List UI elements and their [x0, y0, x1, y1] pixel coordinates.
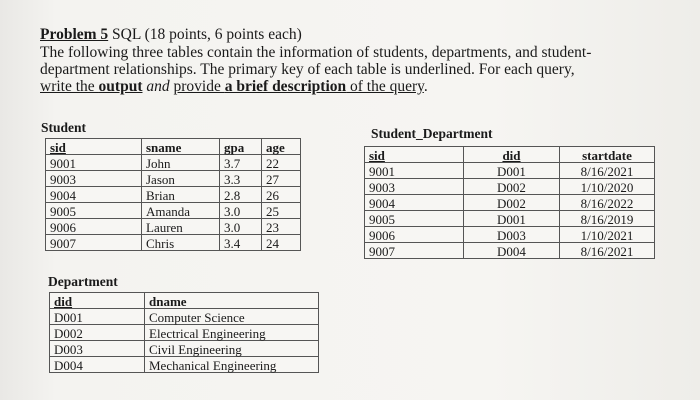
table-row — [365, 243, 655, 259]
intro-write: write the — [40, 78, 99, 95]
intro-line-1: The following three tables contain the information of students, departments, and student- — [40, 44, 592, 61]
header-cell: gpa — [220, 139, 262, 155]
table-cell: 9004 — [46, 187, 142, 203]
table-cell: 9006 — [46, 219, 142, 235]
table-row — [365, 163, 655, 179]
table-cell: 8/16/2019 — [560, 211, 655, 227]
student-table-label: Student — [41, 120, 87, 135]
table-row — [365, 211, 655, 227]
student-table — [45, 138, 301, 251]
table-cell: Amanda — [142, 203, 220, 219]
table-cell: 3.4 — [220, 235, 262, 251]
table-cell: 3.0 — [220, 219, 262, 235]
table-cell: 9005 — [365, 211, 464, 227]
problem-header — [40, 26, 680, 95]
table-header-row — [365, 147, 655, 163]
table-cell: Computer Science — [145, 309, 319, 325]
table-row — [46, 235, 301, 251]
department-table-label: Department — [48, 274, 118, 289]
table-cell: D001 — [464, 163, 560, 179]
table-row — [365, 195, 655, 211]
table-row — [50, 357, 319, 373]
table-cell: D002 — [464, 195, 560, 211]
table-cell: D004 — [464, 243, 560, 259]
header-cell: dname — [145, 293, 319, 309]
table-cell: D004 — [50, 357, 145, 373]
table-cell: D002 — [50, 325, 145, 341]
table-cell: Jason — [142, 171, 220, 187]
table-cell: 9006 — [365, 227, 464, 243]
header-cell: did — [50, 293, 145, 309]
table-cell: 8/16/2022 — [560, 195, 655, 211]
header-cell: did — [464, 147, 560, 163]
table-row — [50, 309, 319, 325]
table-cell: 2.8 — [220, 187, 262, 203]
table-cell: 26 — [262, 187, 301, 203]
table-cell: 23 — [262, 219, 301, 235]
table-cell: Brian — [142, 187, 220, 203]
table-row — [365, 179, 655, 195]
intro-and: and — [142, 78, 174, 95]
table-cell: 9004 — [365, 195, 464, 211]
table-row — [46, 203, 301, 219]
intro-output: output — [98, 78, 143, 95]
table-cell: 9005 — [46, 203, 142, 219]
table-cell: 1/10/2021 — [560, 227, 655, 243]
intro-provide: provide — [173, 78, 225, 95]
department-table — [49, 292, 319, 373]
problem-title — [40, 26, 680, 43]
problem-number: Problem 5 — [40, 26, 109, 43]
table-cell: D001 — [464, 211, 560, 227]
table-cell: D001 — [50, 309, 145, 325]
table-cell: Mechanical Engineering — [145, 357, 319, 373]
table-cell: 1/10/2020 — [560, 179, 655, 195]
table-cell: 3.0 — [220, 203, 262, 219]
table-cell: 3.7 — [220, 155, 262, 171]
intro-brief: a brief description — [224, 78, 347, 95]
table-row — [50, 341, 319, 357]
table-cell: 9001 — [365, 163, 464, 179]
table-cell: 25 — [262, 203, 301, 219]
table-cell: 27 — [262, 171, 301, 187]
table-cell: D003 — [464, 227, 560, 243]
header-cell: startdate — [560, 147, 655, 163]
table-row — [50, 325, 319, 341]
header-cell: age — [262, 139, 301, 155]
intro-ofthe: of the query — [346, 78, 424, 95]
table-cell: Lauren — [142, 219, 220, 235]
table-cell: Civil Engineering — [145, 341, 319, 357]
student-department-table-label: Student_Department — [371, 126, 493, 141]
table-cell: D002 — [464, 179, 560, 195]
table-cell: 9007 — [46, 235, 142, 251]
table-cell: John — [142, 155, 220, 171]
table-cell: 9007 — [365, 243, 464, 259]
table-header-row — [46, 139, 301, 155]
table-cell: 9001 — [46, 155, 142, 171]
problem-title-rest: SQL (18 points, 6 points each) — [108, 26, 302, 43]
intro-line-2: department relationships. The primary key of each table is underlined. For each query, — [40, 61, 575, 78]
table-cell: 24 — [262, 235, 301, 251]
header-cell: sid — [365, 147, 464, 163]
table-cell: Chris — [142, 235, 220, 251]
table-row — [46, 171, 301, 187]
table-row — [46, 219, 301, 235]
header-cell: sid — [46, 139, 142, 155]
table-cell: 9003 — [365, 179, 464, 195]
table-cell: 8/16/2021 — [560, 163, 655, 179]
table-cell: 9003 — [46, 171, 142, 187]
problem-intro — [40, 44, 680, 95]
table-cell: 8/16/2021 — [560, 243, 655, 259]
table-cell: Electrical Engineering — [145, 325, 319, 341]
table-cell: D003 — [50, 341, 145, 357]
table-row — [46, 155, 301, 171]
header-cell: sname — [142, 139, 220, 155]
table-row — [365, 227, 655, 243]
student-department-table — [364, 146, 655, 259]
table-header-row — [50, 293, 319, 309]
table-cell: 3.3 — [220, 171, 262, 187]
table-cell: 22 — [262, 155, 301, 171]
intro-end: . — [423, 78, 428, 95]
intro-line-3 — [40, 78, 680, 95]
table-row — [46, 187, 301, 203]
